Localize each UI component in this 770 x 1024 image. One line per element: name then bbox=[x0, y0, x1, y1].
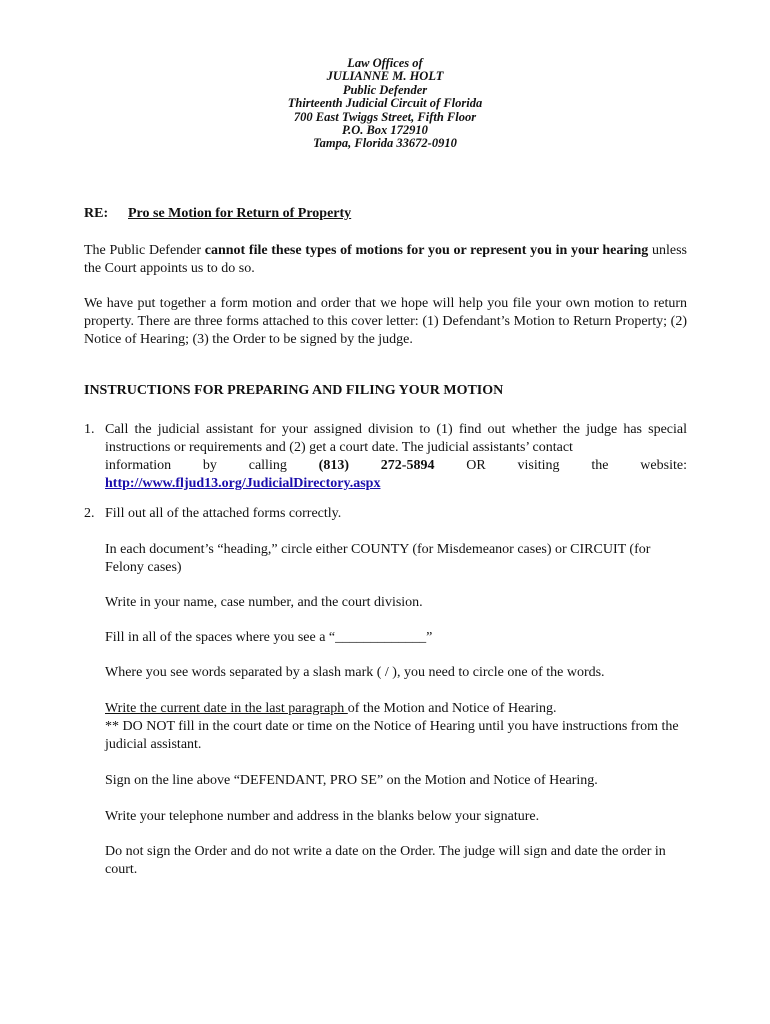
intro-paragraph-2: We have put together a form motion and order that we hope will help you file your own motion to return property. There are three forms attached to this cover letter: (1) Defendant’s Motion to Return Property; (2) Notice of Hearing; (3) the Order to be signed by the judge. bbox=[84, 296, 687, 347]
judicial-directory-link[interactable]: http://www.fljud13.org/JudicialDirectory.aspx bbox=[105, 476, 381, 491]
instruction-slash: Where you see words separated by a slash mark ( / ), you need to circle one of the words. bbox=[105, 665, 605, 680]
step-2-text: Fill out all of the attached forms correctly. bbox=[105, 506, 342, 521]
letterhead-line: Thirteenth Judicial Circuit of Florida bbox=[287, 96, 483, 111]
list-number: 1. bbox=[84, 422, 95, 437]
instruction-order: Do not sign the Order and do not write a date on the Order. The judge will sign and date the order in court. bbox=[105, 844, 666, 877]
letterhead bbox=[0, 57, 770, 151]
letterhead-po-box: P.O. Box 172910 bbox=[342, 123, 428, 138]
word: the bbox=[591, 458, 609, 473]
phone-number: 272-5894 bbox=[380, 458, 435, 473]
word: by bbox=[202, 458, 217, 473]
intro-emphasis: cannot file these types of motions for you or represent you in your hearing bbox=[204, 243, 649, 258]
instruction-heading-circle: In each document’s “heading,” circle either COUNTY (for Misdemeanor cases) or CIRCUIT (for Felony cases) bbox=[105, 542, 651, 575]
instruction-date-note: ** DO NOT fill in the court date or time on the Notice of Hearing until you have instructions from the judicial assistant. bbox=[105, 719, 679, 752]
step-1-contact-line bbox=[105, 457, 687, 475]
phone-area-code: (813) bbox=[318, 458, 349, 473]
word: website: bbox=[640, 458, 687, 473]
word: OR bbox=[466, 458, 486, 473]
list-number: 2. bbox=[84, 506, 95, 521]
re-label: RE: bbox=[84, 206, 109, 221]
letterhead-address: 700 East Twiggs Street, Fifth Floor bbox=[293, 109, 477, 124]
letterhead-city: Tampa, Florida 33672-0910 bbox=[313, 136, 457, 151]
word: information bbox=[105, 458, 172, 473]
step-1-text: Call the judicial assistant for your assigned division to (1) find out whether the judge has special instructions or requirements and (2) get a court date. The judicial assistants’ contact bbox=[105, 422, 687, 455]
re-line bbox=[84, 206, 351, 222]
instructions-heading: INSTRUCTIONS FOR PREPARING AND FILING YOUR MOTION bbox=[84, 383, 504, 398]
instruction-sign: Sign on the line above “DEFENDANT, PRO SE” on the Motion and Notice of Hearing. bbox=[105, 773, 598, 788]
instruction-date bbox=[105, 700, 685, 718]
word: calling bbox=[248, 458, 287, 473]
intro-paragraph-1 bbox=[84, 242, 687, 278]
re-subject: Pro se Motion for Return of Property bbox=[128, 206, 352, 221]
list-item-step-2 bbox=[84, 505, 687, 523]
instruction-name: Write in your name, case number, and the court division. bbox=[105, 595, 423, 610]
list-item-step-1 bbox=[84, 421, 687, 493]
word: visiting bbox=[517, 458, 560, 473]
date-text: of the Motion and Notice of Hearing. bbox=[347, 701, 557, 716]
intro-text: unless the Court appoints us to do so. bbox=[84, 243, 688, 276]
letterhead-line: Law Offices of bbox=[347, 56, 423, 70]
instruction-phone: Write your telephone number and address in the blanks below your signature. bbox=[105, 809, 540, 824]
letterhead-firm-name: JULIANNE M. HOLT bbox=[326, 69, 444, 84]
intro-text: The Public Defender bbox=[84, 243, 205, 258]
letterhead-line: Public Defender bbox=[342, 82, 428, 97]
instruction-spaces: Fill in all of the spaces where you see a “_____________” bbox=[105, 630, 433, 645]
date-underlined-text: Write the current date in the last paragraph bbox=[105, 701, 348, 716]
